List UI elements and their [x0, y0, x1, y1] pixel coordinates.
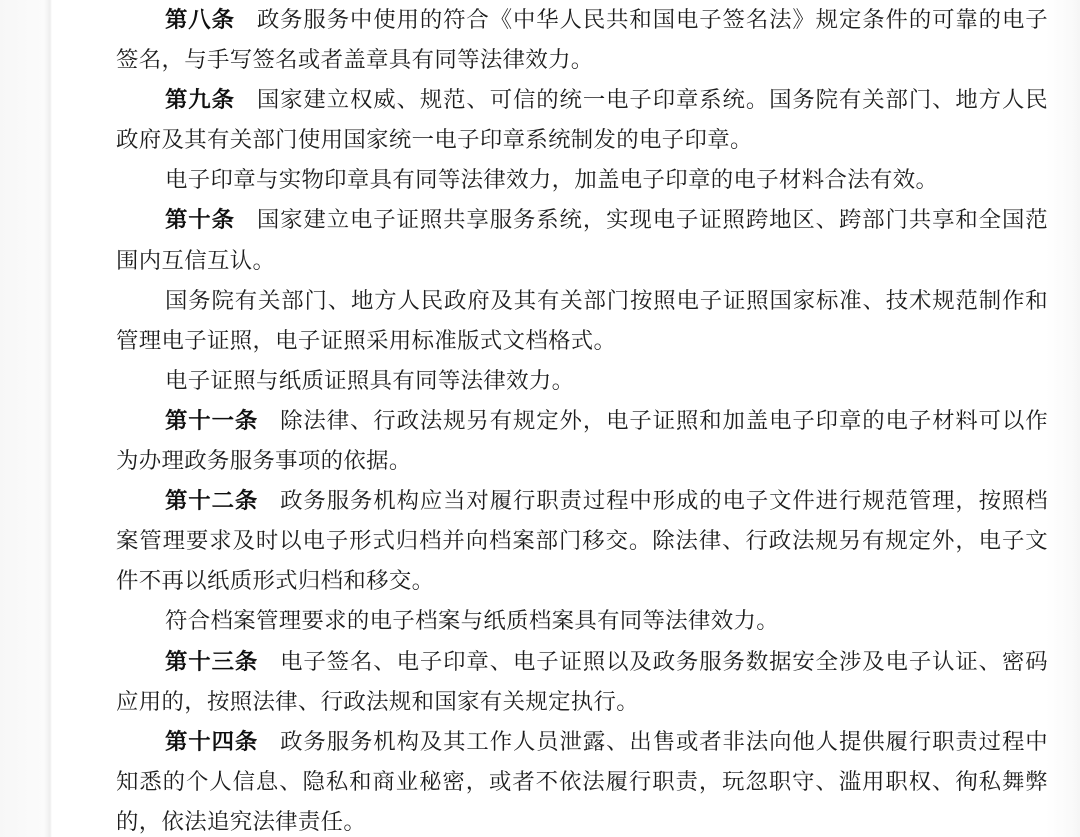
- paragraph-text: 电子签名、电子印章、电子证照以及政务服务数据安全涉及电子认证、密码应用的，按照法律、行政法规和国家有关规定执行。: [116, 648, 1048, 715]
- paragraph-article-9: [116, 80, 1048, 160]
- article-number: 第十一条: [165, 407, 259, 434]
- paragraph-article-12-cont: [116, 601, 1048, 641]
- paragraph-text: 政务服务中使用的符合《中华人民共和国电子签名法》规定条件的可靠的电子签名，与手写签名或者盖章具有同等法律效力。: [116, 7, 1048, 74]
- paragraph-article-13: [116, 642, 1048, 722]
- paragraph-article-10-cont-2: [116, 361, 1048, 401]
- paragraph-article-12: [116, 481, 1048, 601]
- regulation-text: [116, 0, 1048, 837]
- article-number: 第十三条: [165, 648, 259, 675]
- paragraph-text: 国家建立电子证照共享服务系统，实现电子证照跨地区、跨部门共享和全国范围内互信互认。: [116, 207, 1048, 274]
- article-number: 第十二条: [165, 488, 259, 515]
- paragraph-text: 符合档案管理要求的电子档案与纸质档案具有同等法律效力。: [165, 608, 779, 635]
- paragraph-article-10-cont-1: [116, 281, 1048, 361]
- paragraph-article-14: [116, 722, 1048, 837]
- paragraph-text: 政务服务机构及其工作人员泄露、出售或者非法向他人提供履行职责过程中知悉的个人信息、隐私和商业秘密，或者不依法履行职责，玩忽职守、滥用职权、徇私舞弊的，依法追究法律责任。: [116, 728, 1048, 835]
- article-number: 第九条: [165, 87, 235, 114]
- paragraph-text: 电子印章与实物印章具有同等法律效力，加盖电子印章的电子材料合法有效。: [165, 167, 939, 194]
- page-left-margin: [0, 0, 52, 837]
- article-number: 第十条: [165, 207, 235, 234]
- paragraph-text: 除法律、行政法规另有规定外，电子证照和加盖电子印章的电子材料可以作为办理政务服务事项的依据。: [116, 407, 1048, 475]
- article-number: 第十四条: [165, 728, 259, 755]
- paragraph-text: 国务院有关部门、地方人民政府及其有关部门按照电子证照国家标准、技术规范制作和管理电子证照，电子证照采用标准版式文档格式。: [116, 287, 1048, 354]
- paragraph-article-8: [116, 0, 1048, 80]
- paragraph-article-9-cont: [116, 160, 1048, 200]
- paragraph-text: 政务服务机构应当对履行职责过程中形成的电子文件进行规范管理，按照档案管理要求及时以电子形式归档并向档案部门移交。除法律、行政法规另有规定外，电子文件不再以纸质形式归档和移交。: [116, 488, 1048, 595]
- paragraph-text: 国家建立权威、规范、可信的统一电子印章系统。国务院有关部门、地方人民政府及其有关部门使用国家统一电子印章系统制发的电子印章。: [116, 87, 1048, 154]
- paragraph-article-10: [116, 200, 1048, 280]
- paragraph-text: 电子证照与纸质证照具有同等法律效力。: [165, 367, 575, 394]
- page-right-margin: [1046, 0, 1080, 837]
- paragraph-article-11: [116, 401, 1048, 481]
- article-number: 第八条: [165, 7, 235, 33]
